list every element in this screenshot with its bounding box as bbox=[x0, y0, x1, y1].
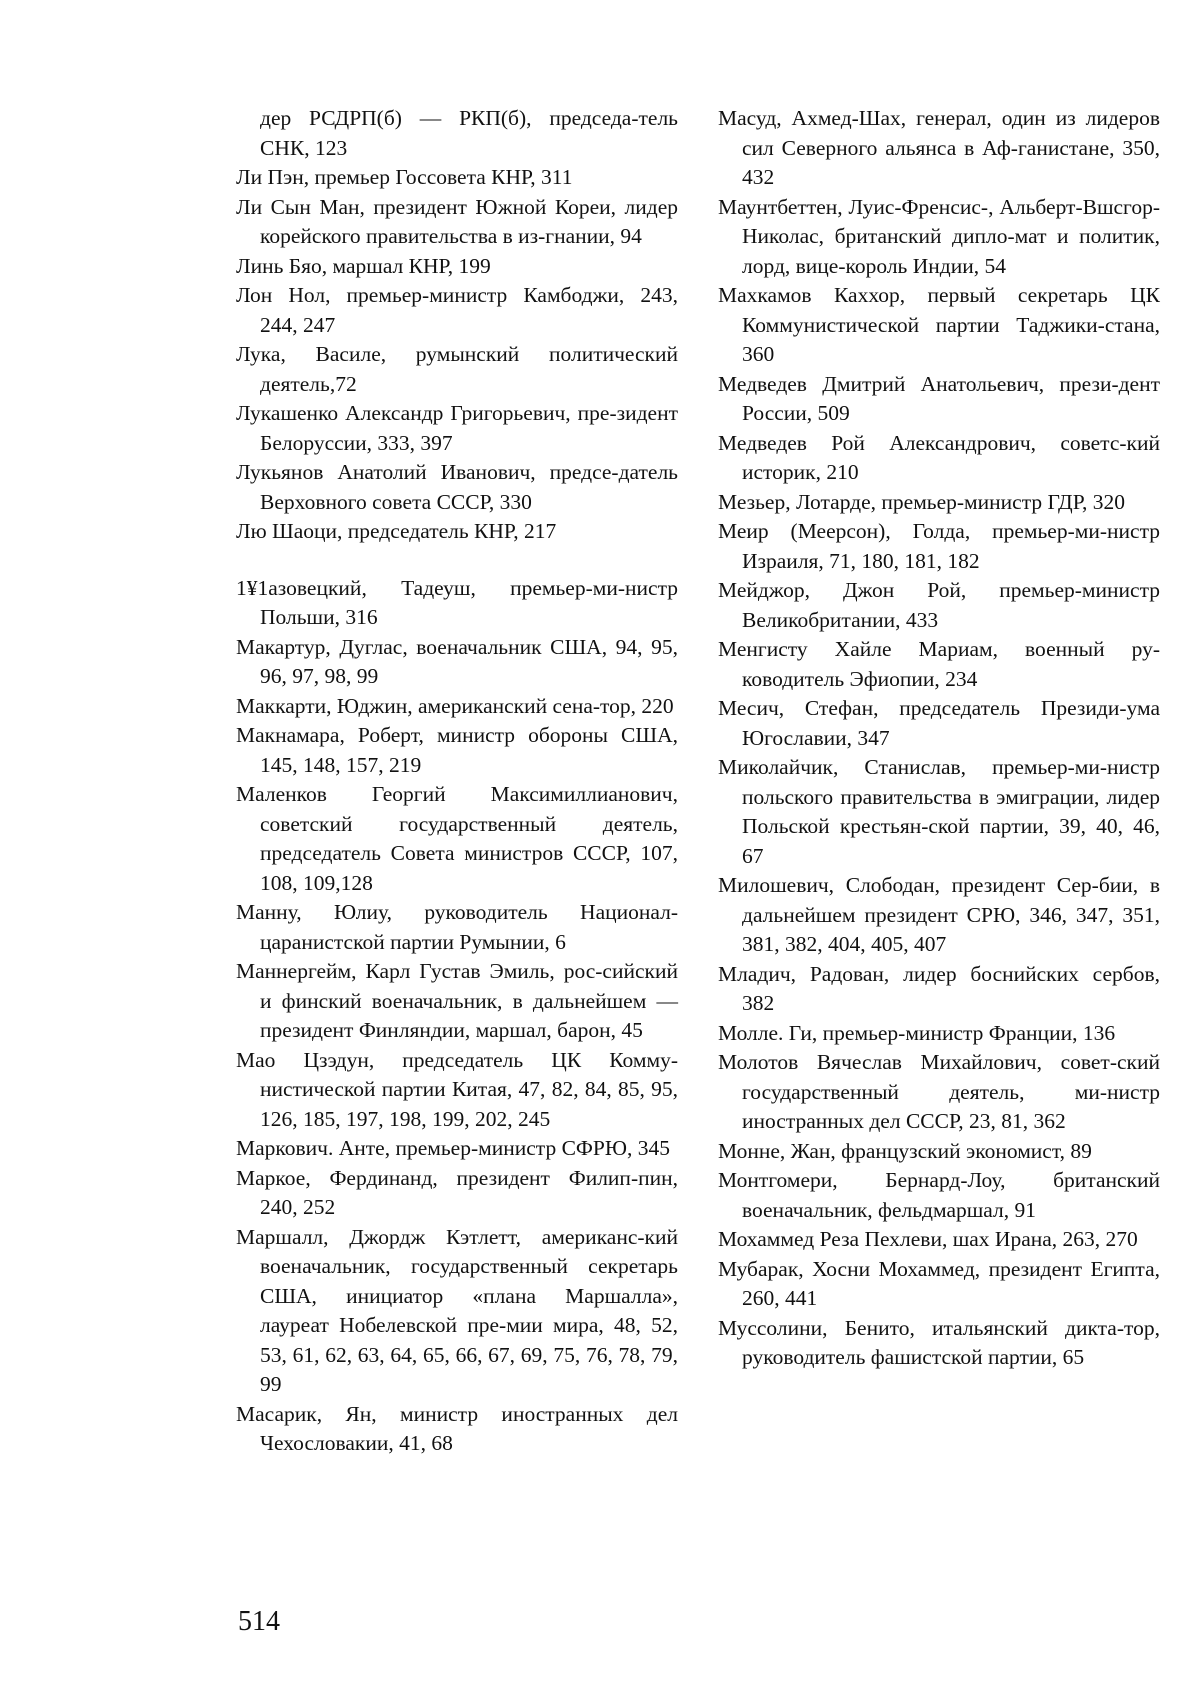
index-entry: Монне, Жан, французский экономист, 89 bbox=[718, 1138, 1092, 1163]
index-entry: Лукьянов Анатолий Иванович, предсе-датель Верховного совета СССР, 330 bbox=[236, 460, 678, 514]
index-entry: Мезьер, Лотарде, премьер-министр ГДР, 320 bbox=[718, 489, 1125, 514]
index-entry: Маккарти, Юджин, американский сена-тор, 220 bbox=[236, 693, 674, 718]
page-number: 514 bbox=[238, 1606, 280, 1637]
index-entry: Младич, Радован, лидер боснийских сербов, 382 bbox=[718, 961, 1160, 1015]
index-entry: Маркое, Фердинанд, президент Филип-пин, 240, 252 bbox=[236, 1165, 678, 1219]
index-entry: Маршалл, Джордж Кэтлетт, американс-кий военачальник, государственный секретарь США, инициатор «плана Маршалла», лауреат Нобелевской пре-мии мира, 48, 52, 53, 61, 62, 63, 64, 65, 66, 67, 69, 75, 76, 78, 79, 99 bbox=[236, 1224, 678, 1396]
index-entry: Молле. Ги, премьер-министр Франции, 136 bbox=[718, 1020, 1116, 1045]
index-entry: Меир (Меерсон), Голда, премьер-ми-нистр Израиля, 71, 180, 181, 182 bbox=[718, 519, 1160, 573]
index-entry: Лукашенко Александр Григорьевич, пре-зидент Белоруссии, 333, 397 bbox=[236, 401, 678, 455]
index-entry: 1¥1азовецкий, Тадеуш, премьер-ми-нистр Польши, 316 bbox=[236, 575, 678, 629]
index-entry: Линь Бяо, маршал КНР, 199 bbox=[236, 253, 491, 278]
index-entry: Масуд, Ахмед-Шах, генерал, один из лидеров сил Северного альянса в Аф-ганистане, 350, 432 bbox=[718, 106, 1160, 189]
index-entry: Масарик, Ян, министр иностранных дел Чехословакии, 41, 68 bbox=[236, 1401, 678, 1455]
index-entry: Монтгомери, Бернард-Лоу, британский военачальник, фельдмаршал, 91 bbox=[718, 1168, 1160, 1222]
index-entry: Макартур, Дуглас, военачальник США, 94, 95, 96, 97, 98, 99 bbox=[236, 634, 678, 688]
index-entry: Муссолини, Бенито, итальянский дикта-тор, руководитель фашистской партии, 65 bbox=[718, 1315, 1160, 1369]
left-column bbox=[236, 104, 678, 1459]
index-entry: Маркович. Анте, премьер-министр СФРЮ, 345 bbox=[236, 1136, 670, 1160]
index-entry: Миколайчик, Станислав, премьер-ми-нистр польского правительства в эмиграции, лидер Польской крестьян-ской партии, 39, 40, 46, 67 bbox=[718, 755, 1160, 868]
index-entry: Мубарак, Хосни Мохаммед, президент Египта, 260, 441 bbox=[718, 1256, 1160, 1310]
index-entry: Мао Цзэдун, председатель ЦК Комму-нистической партии Китая, 47, 82, 84, 85, 95, 126, 185, 197, 198, 199, 202, 245 bbox=[236, 1047, 678, 1131]
index-entry: Махкамов Каххор, первый секретарь ЦК Коммунистической партии Таджики-стана, 360 bbox=[718, 283, 1160, 366]
index-entry: Медведев Рой Александрович, советс-кий историк, 210 bbox=[718, 430, 1160, 484]
index-entry: Макнамара, Роберт, министр обороны США, 145, 148, 157, 219 bbox=[236, 723, 678, 777]
index-entry: Молотов Вячеслав Михайлович, совет-ский государственный деятель, ми-нистр иностранных дел СССР, 23, 81, 362 bbox=[718, 1050, 1160, 1133]
index-entry: Медведев Дмитрий Анатольевич, прези-дент России, 509 bbox=[718, 371, 1160, 425]
section-gap bbox=[236, 547, 678, 574]
index-entry: Ли Пэн, премьер Госсовета КНР, 311 bbox=[236, 165, 573, 189]
index-entry: Мейджор, Джон Рой, премьер-министр Великобритании, 433 bbox=[718, 578, 1160, 632]
index-entry: Месич, Стефан, председатель Президи-ума Югославии, 347 bbox=[718, 696, 1160, 750]
index-entry: Лю Шаоци, председатель КНР, 217 bbox=[236, 519, 557, 543]
index-entry: Ли Сын Ман, президент Южной Кореи, лидер корейского правительства в из-гнании, 94 bbox=[236, 194, 678, 248]
index-entry: Лука, Василе, румынский политический деятель,72 bbox=[236, 342, 678, 396]
right-column bbox=[718, 104, 1160, 1373]
index-entry: Лон Нол, премьер-министр Камбоджи, 243, 244, 247 bbox=[236, 283, 678, 337]
index-entry: Мохаммед Реза Пехлеви, шах Ирана, 263, 270 bbox=[718, 1227, 1138, 1251]
index-entry: Маунтбеттен, Луис-Френсис-, Альберт-Вшсгор-Николас, британский дипло-мат и политик, лорд, вице-король Индии, 54 bbox=[718, 194, 1160, 278]
index-entry: Милошевич, Слободан, президент Сер-бии, в дальнейшем президент СРЮ, 346, 347, 351, 381, 382, 404, 405, 407 bbox=[718, 873, 1160, 956]
index-entry: Манну, Юлиу, руководитель Национал-царанистской партии Румынии, 6 bbox=[236, 900, 678, 954]
index-entry: Маннергейм, Карл Густав Эмиль, рос-сийский и финский военачальник, в дальнейшем — президент Финляндии, маршал, барон, 45 bbox=[236, 959, 678, 1042]
index-entry: дер РСДРП(б) — РКП(б), председа-тель СНК, 123 bbox=[260, 106, 678, 160]
index-entry: Менгисту Хайле Мариам, военный ру-ководитель Эфиопии, 234 bbox=[718, 637, 1160, 691]
index-entry: Маленков Георгий Максимиллианович, советский государственный деятель, председатель Совета министров СССР, 107, 108, 109,128 bbox=[236, 782, 678, 895]
